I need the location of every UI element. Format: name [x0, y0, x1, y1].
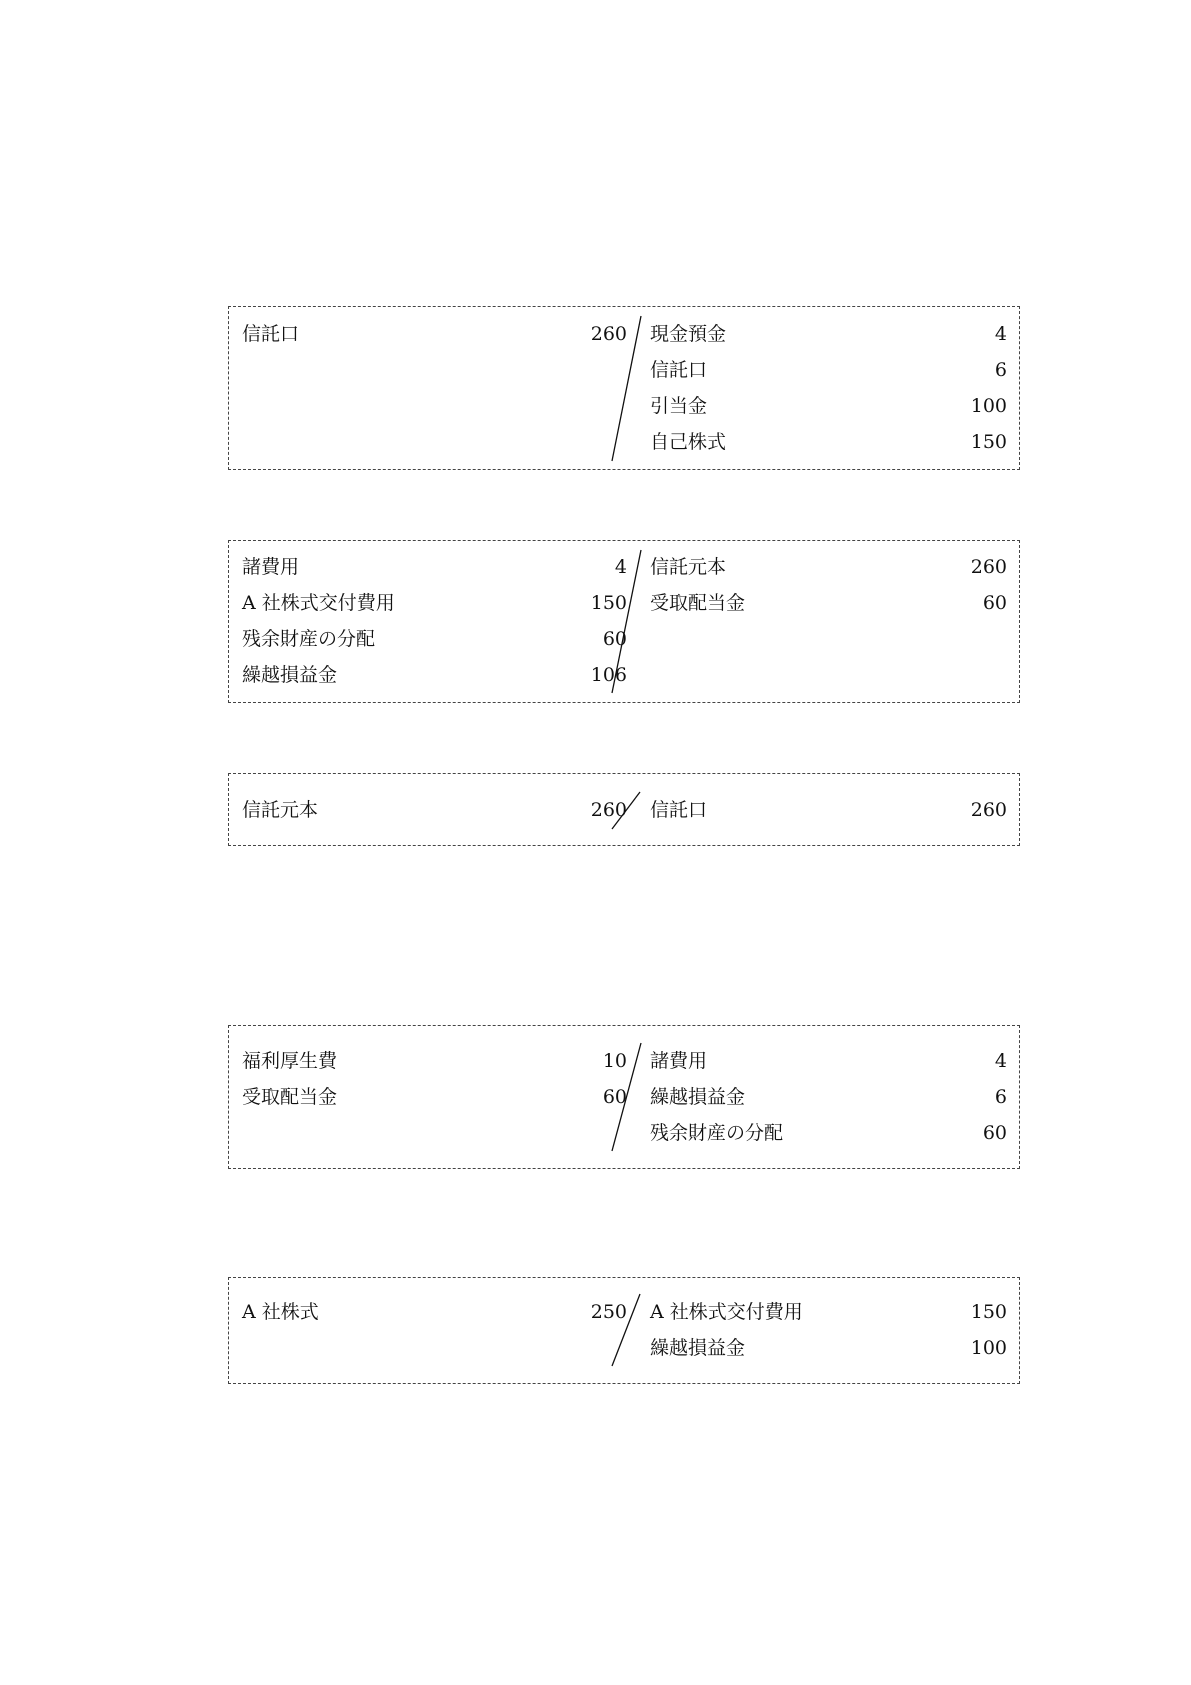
credit-account: 自己株式 [650, 431, 727, 453]
journal-entry-2 [228, 540, 1020, 703]
credit-amount: 60 [982, 592, 1007, 614]
credit-amount: 100 [970, 395, 1007, 417]
debit-amount: 10 [602, 1050, 627, 1072]
debit-account: 繰越損益金 [242, 664, 338, 686]
debit-account: A 社株式 [242, 1301, 319, 1323]
credit-amount: 150 [970, 1301, 1007, 1323]
credit-amount: 100 [970, 1337, 1007, 1359]
credit-amount: 6 [994, 359, 1007, 381]
debit-account: 信託元本 [242, 799, 319, 821]
credit-account: 受取配当金 [650, 592, 746, 614]
credit-amount: 150 [970, 431, 1007, 453]
debit-account: 残余財産の分配 [242, 628, 376, 650]
debit-amount: 260 [590, 323, 627, 345]
credit-account: 諸費用 [650, 1050, 708, 1072]
debit-account: A 社株式交付費用 [242, 592, 395, 614]
debit-amount: 4 [614, 556, 627, 578]
debit-amount: 60 [602, 1086, 627, 1108]
debit-account: 福利厚生費 [242, 1050, 338, 1072]
credit-amount: 260 [970, 556, 1007, 578]
journal-entry-5 [228, 1277, 1020, 1384]
credit-account: 繰越損益金 [650, 1086, 746, 1108]
debit-amount: 106 [590, 664, 627, 686]
credit-account: 引当金 [650, 395, 708, 417]
debit-amount: 60 [602, 628, 627, 650]
credit-amount: 4 [994, 323, 1007, 345]
debit-account: 受取配当金 [242, 1086, 338, 1108]
credit-amount: 260 [970, 799, 1007, 821]
debit-amount: 250 [590, 1301, 627, 1323]
credit-amount: 60 [982, 1122, 1007, 1144]
credit-account: 現金預金 [650, 323, 727, 345]
credit-account: 信託口 [650, 359, 708, 381]
journal-entry-3 [228, 773, 1020, 846]
credit-amount: 6 [994, 1086, 1007, 1108]
journal-entry-4 [228, 1025, 1020, 1169]
journal-entry-1 [228, 306, 1020, 470]
debit-account: 信託口 [242, 323, 300, 345]
credit-account: A 社株式交付費用 [650, 1301, 803, 1323]
debit-account: 諸費用 [242, 556, 300, 578]
debit-credit-separator [229, 1278, 1021, 1383]
credit-account: 残余財産の分配 [650, 1122, 784, 1144]
credit-account: 信託元本 [650, 556, 727, 578]
debit-amount: 260 [590, 799, 627, 821]
credit-account: 信託口 [650, 799, 708, 821]
debit-amount: 150 [590, 592, 627, 614]
credit-amount: 4 [994, 1050, 1007, 1072]
credit-account: 繰越損益金 [650, 1337, 746, 1359]
